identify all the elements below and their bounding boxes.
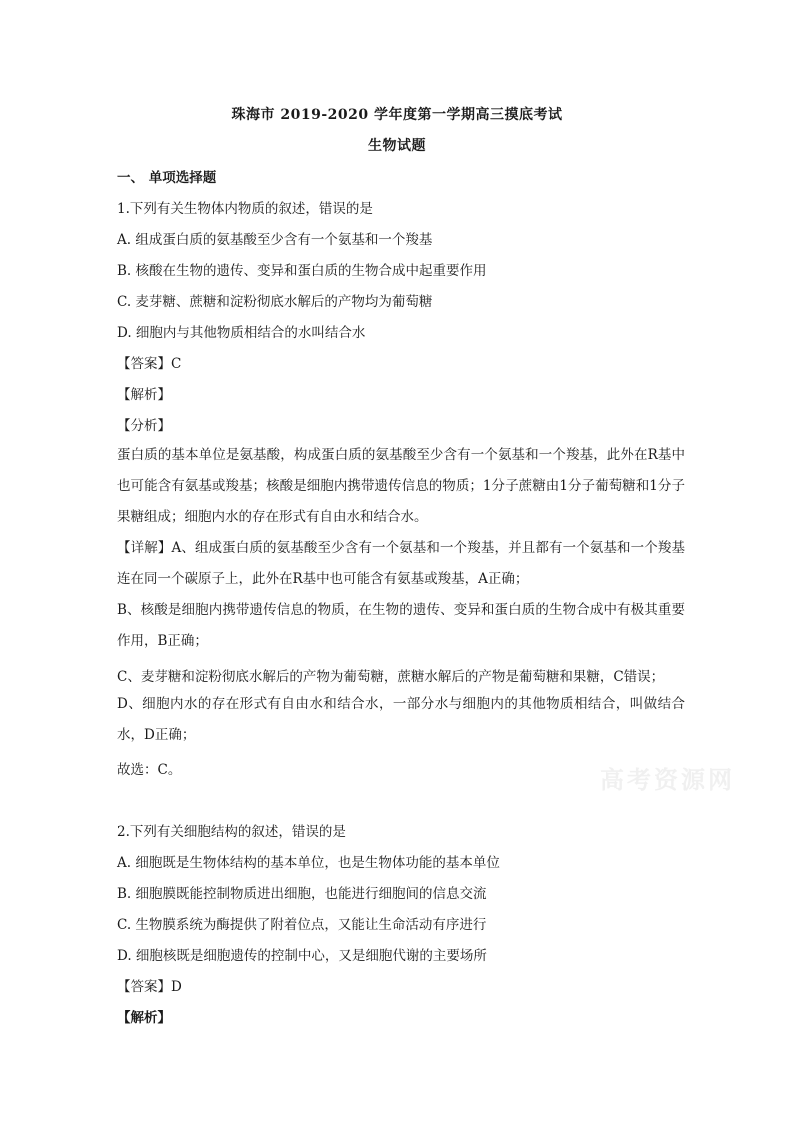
q2-option-c: C. 生物膜系统为酶提供了附着位点，又能让生命活动有序进行 — [117, 917, 487, 933]
q1-analysis-label: 【解析】 — [117, 387, 171, 403]
q1-stem: 1.下列有关生物体内物质的叙述，错误的是 — [117, 201, 373, 217]
q2-stem: 2.下列有关细胞结构的叙述，错误的是 — [117, 824, 346, 840]
q1-detail-c: C、麦芽糖和淀粉彻底水解后的产物为葡萄糖，蔗糖水解后的产物是葡萄糖和果糖，C错误； — [117, 669, 665, 685]
q2-analysis-label: 【解析】 — [117, 1010, 171, 1026]
q1-detail-d: D、细胞内水的存在形式有自由水和结合水，一部分水与细胞内的其他物质相结合，叫做结合水，D正确； — [117, 696, 685, 743]
watermark: 高考资源网 — [600, 765, 735, 794]
q1-option-d: D. 细胞内与其他物质相结合的水叫结合水 — [117, 325, 366, 341]
q1-option-a: A. 组成蛋白质的氨基酸至少含有一个氨基和一个羧基 — [117, 232, 433, 248]
q1-fenxi-label: 【分析】 — [117, 418, 171, 434]
q2-option-a: A. 细胞既是生物体结构的基本单位，也是生物体功能的基本单位 — [117, 855, 500, 871]
document-subtitle: 生物试题 — [368, 138, 426, 154]
q1-option-c: C. 麦芽糖、蔗糖和淀粉彻底水解后的产物均为葡萄糖 — [117, 294, 433, 310]
q2-option-b: B. 细胞膜既能控制物质进出细胞，也能进行细胞间的信息交流 — [117, 886, 487, 902]
q1-answer: 【答案】C — [117, 356, 182, 372]
q1-conclusion: 故选：C。 — [117, 762, 182, 778]
document-title: 珠海市 2019-2020 学年度第一学期高三摸底考试 — [231, 107, 563, 123]
q1-fenxi-text: 蛋白质的基本单位是氨基酸，构成蛋白质的氨基酸至少含有一个氨基和一个羧基，此外在R基中也可能含有氨基或羧基；核酸是细胞内携带遗传信息的物质；1分子蔗糖由1分子葡萄糖和1分子果糖组成；细胞内水的存在形式有自由水和结合水。 — [117, 447, 685, 525]
q2-answer: 【答案】D — [117, 979, 182, 995]
q1-option-b: B. 核酸在生物的遗传、变异和蛋白质的生物合成中起重要作用 — [117, 263, 487, 279]
q1-detail-a: 【详解】A、组成蛋白质的氨基酸至少含有一个氨基和一个羧基，并且都有一个氨基和一个羧基连在同一个碳原子上，此外在R基中也可能含有氨基或羧基，A正确； — [117, 540, 685, 587]
q1-detail-b: B、核酸是细胞内携带遗传信息的物质，在生物的遗传、变异和蛋白质的生物合成中有极其重要作用，B正确； — [117, 602, 685, 649]
q2-option-d: D. 细胞核既是细胞遗传的控制中心，又是细胞代谢的主要场所 — [117, 948, 487, 964]
section-heading: 一、 单项选择题 — [117, 170, 217, 186]
